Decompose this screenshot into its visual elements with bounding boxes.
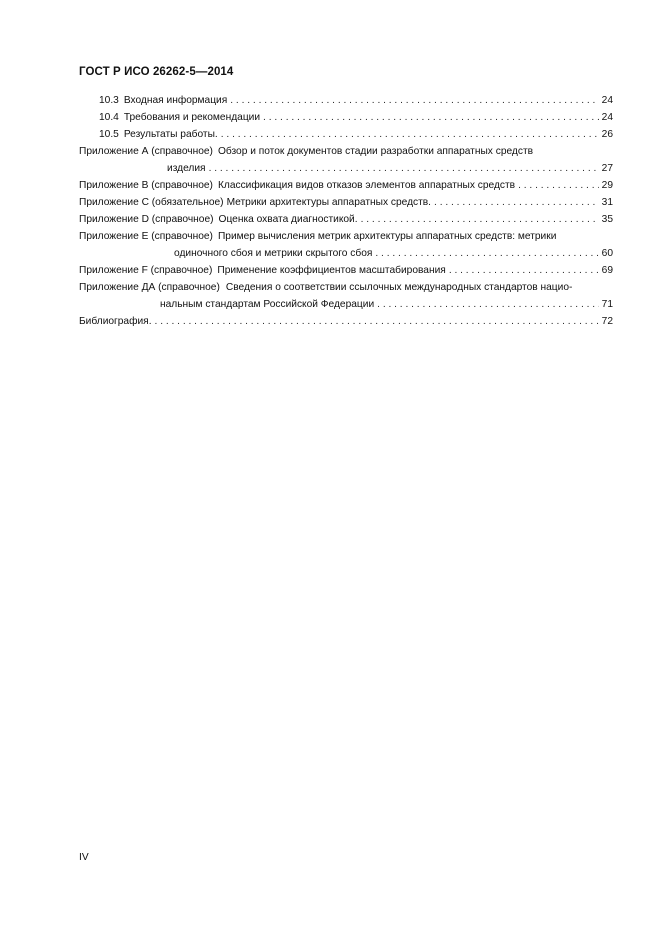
page-number: IV — [79, 852, 89, 863]
toc-entry-page: 24 — [601, 112, 613, 123]
toc-entry-page: 60 — [601, 248, 613, 259]
toc-entry-annex-b[interactable] — [79, 177, 613, 194]
toc-entry-title: Входная информация — [123, 95, 228, 106]
toc-leader-dots — [263, 109, 599, 126]
toc-entry-title-continued: нальным стандартам Российской Федерации — [160, 299, 375, 310]
toc-leader-dots — [221, 126, 599, 143]
toc-leader-dots — [361, 211, 599, 228]
toc-entry-page: 31 — [601, 197, 613, 208]
toc-entry-page: 29 — [601, 180, 613, 191]
toc-entry-10-3[interactable] — [79, 92, 613, 109]
table-of-contents — [79, 92, 613, 330]
toc-annex-label: Приложение В (справочное) — [79, 180, 213, 191]
toc-annex-label: Приложение F (справочное) — [79, 265, 213, 276]
toc-entry-title: Требования и рекомендации — [123, 112, 261, 123]
toc-entry-number: 10.5 — [99, 129, 119, 140]
toc-entry-title-continued: изделия — [167, 163, 206, 174]
toc-entry-annex-a[interactable] — [79, 143, 613, 177]
toc-entry-title: Пример вычисления метрик архитектуры аппаратных средств: метрики — [217, 231, 557, 242]
toc-entry-title: Сведения о соответствии ссылочных международных стандартов нацио- — [225, 282, 573, 293]
toc-entry-annex-da[interactable] — [79, 279, 613, 313]
toc-entry-title: Обзор и поток документов стадии разработки аппаратных средств — [217, 146, 534, 157]
toc-entry-title: Применение коэффициентов масштабирования — [217, 265, 446, 276]
toc-leader-dots — [155, 313, 599, 330]
toc-entry-annex-f[interactable] — [79, 262, 613, 279]
toc-entry-page: 26 — [601, 129, 613, 140]
toc-entry-number: 10.3 — [99, 95, 119, 106]
toc-entry-title: Библиография. — [79, 316, 152, 327]
toc-leader-dots — [209, 160, 599, 177]
toc-entry-page: 35 — [601, 214, 613, 225]
toc-leader-dots — [375, 245, 598, 262]
toc-entry-annex-e[interactable] — [79, 228, 613, 262]
toc-entry-page: 24 — [601, 95, 613, 106]
toc-entry-title: Метрики архитектуры аппаратных средств. — [226, 197, 432, 208]
toc-entry-page: 27 — [601, 163, 613, 174]
toc-entry-title: Оценка охвата диагностикой. — [218, 214, 358, 225]
toc-entry-page: 71 — [601, 299, 613, 310]
toc-leader-dots — [434, 194, 599, 211]
toc-entry-10-5[interactable] — [79, 126, 613, 143]
toc-annex-label: Приложение А (справочное) — [79, 146, 213, 157]
toc-entry-number: 10.4 — [99, 112, 119, 123]
document-header: ГОСТ Р ИСО 26262-5—2014 — [79, 66, 234, 78]
toc-entry-bibliography[interactable] — [79, 313, 613, 330]
toc-entry-page: 72 — [601, 316, 613, 327]
toc-leader-dots — [518, 177, 599, 194]
toc-annex-label: Приложение Е (справочное) — [79, 231, 213, 242]
toc-leader-dots — [230, 92, 598, 109]
toc-entry-title: Классификация видов отказов элементов аппаратных средств — [217, 180, 516, 191]
toc-entry-10-4[interactable] — [79, 109, 613, 126]
toc-entry-title: Результаты работы. — [123, 129, 218, 140]
toc-entry-annex-c[interactable] — [79, 194, 613, 211]
toc-leader-dots — [377, 296, 599, 313]
toc-annex-label: Приложение ДА (справочное) — [79, 282, 220, 293]
toc-entry-annex-d[interactable] — [79, 211, 613, 228]
toc-entry-title-continued: одиночного сбоя и метрики скрытого сбоя — [174, 248, 373, 259]
toc-entry-page: 69 — [601, 265, 613, 276]
toc-leader-dots — [449, 262, 599, 279]
toc-annex-label: Приложение С (обязательное) — [79, 197, 224, 208]
toc-annex-label: Приложение D (справочное) — [79, 214, 214, 225]
